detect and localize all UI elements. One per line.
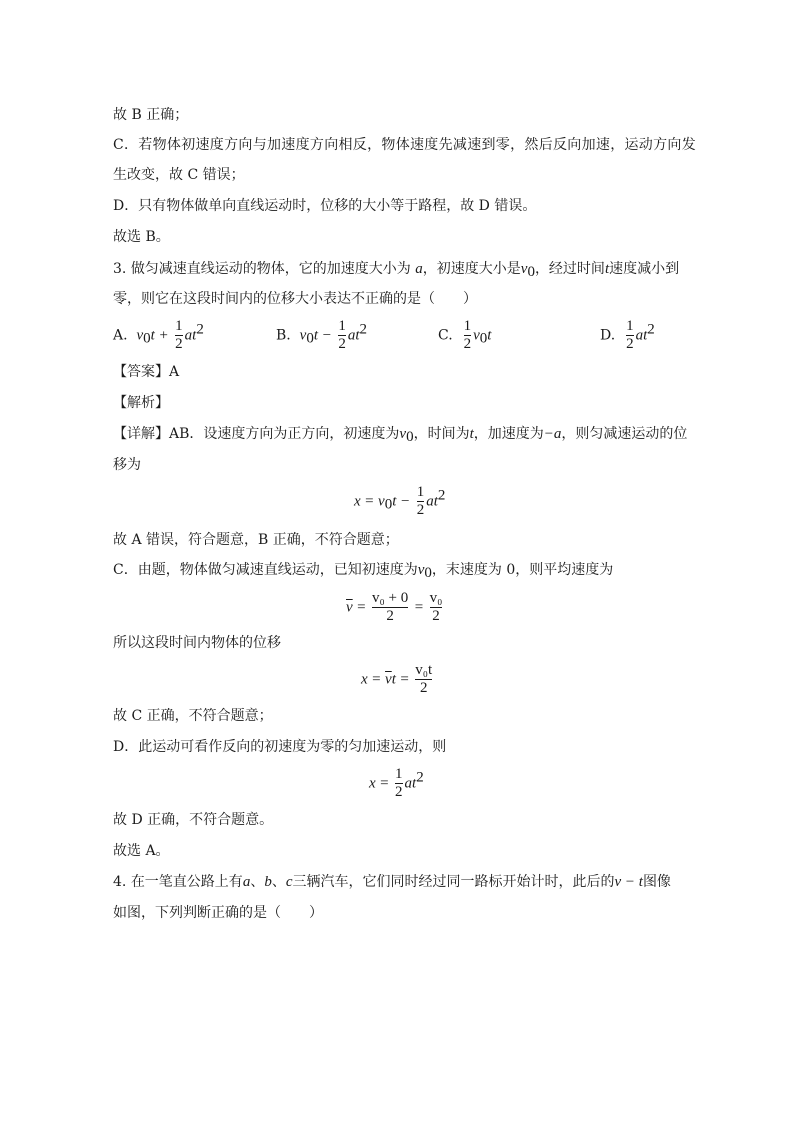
fraction: $\frac{1}{2}$ — [338, 318, 346, 352]
question-number: 4. — [113, 874, 127, 890]
question-3-line-1: 3. 做匀减速直线运动的物体，它的加速度大小为 a，初速度大小是$v_0$，经过时间t速度减小到 — [113, 261, 680, 280]
option-c[interactable]: C. $\frac{1}{2}$ $v_0t$ — [438, 318, 492, 352]
detail-line-8: 故 D 正确，不符合题意。 — [113, 812, 274, 828]
fraction: $\frac{\text{v₀t}}{2}$ — [415, 662, 433, 696]
text-line: C．若物体初速度方向与加速度方向相反，物体速度先减速到零，然后反向加速，运动方向发 — [113, 137, 697, 153]
fraction: $\frac{\text{v₀}}{2}$ — [429, 590, 443, 624]
detail-tag: 【详解】 — [113, 426, 169, 442]
option-a[interactable]: A. $v_0t$ + $\frac{1}{2}$ $at^2$ — [113, 318, 204, 352]
equation-4: x = $\frac{1}{2}$ $at^2$ — [369, 766, 424, 800]
detail-line-3: 故 A 错误，符合题意，B 正确，不符合题意； — [113, 532, 399, 548]
text-line: 故选 B。 — [113, 229, 170, 245]
fraction: $\frac{1}{2}$ — [626, 318, 634, 352]
equation-1: $x = v_0t$ − $\frac{1}{2}$ $at^2$ — [354, 484, 446, 518]
text-line: 生改变，故 C 错误； — [113, 167, 245, 183]
question-4-line-1: 4. 在一笔直公路上有a、b、c三辆汽车，它们同时经过同一路标开始计时，此后的v − t图像 — [113, 874, 671, 890]
detail-line-1: 【详解】AB．设速度方向为正方向，初速度为$v_0$，时间为t，加速度为−a，则匀减速运动的位 — [113, 426, 688, 445]
fraction: $\frac{\text{v₀ + 0}}{2}$ — [372, 590, 409, 624]
detail-line-7: D．此运动可看作反向的初速度为零的匀加速运动，则 — [113, 739, 447, 755]
fraction: $\frac{1}{2}$ — [175, 318, 183, 352]
option-b[interactable]: B. $v_0t$ − $\frac{1}{2}$ $at^2$ — [276, 318, 367, 352]
detail-line-5: 所以这段时间内物体的位移 — [113, 635, 281, 651]
fraction: $\frac{1}{2}$ — [463, 318, 472, 352]
analysis-tag: 【解析】 — [113, 395, 169, 411]
question-4-line-2: 如图，下列判断正确的是（ ） — [113, 905, 323, 921]
equation-3: $x = \overline{v}t$ = $\frac{\text{v₀t}}{2}$ — [361, 662, 433, 696]
question-number: 3. — [113, 261, 127, 277]
answer-tag: 【答案】 — [113, 364, 169, 380]
answer-line — [113, 362, 179, 382]
fraction: $\frac{1}{2}$ — [395, 766, 403, 800]
detail-line-9: 故选 A。 — [113, 843, 170, 859]
equation-2: $\overline{v}$ = $\frac{\text{v₀ + 0}}{2}$ = $\frac{\text{v₀}}{2}$ — [346, 590, 443, 624]
question-3-line-2: 零，则它在这段时间内的位移大小表达不正确的是（ ） — [113, 291, 477, 307]
text-line: D．只有物体做单向直线运动时，位移的大小等于路程，故 D 错误。 — [113, 198, 537, 214]
answer-value: A — [169, 364, 180, 380]
text-line: 故 B 正确； — [113, 107, 189, 123]
detail-line-4: C．由题，物体做匀减速直线运动，已知初速度为$v_0$，末速度为 0，则平均速度为 — [113, 562, 614, 581]
detail-line-6: 故 C 正确，不符合题意； — [113, 708, 273, 724]
detail-line-2: 移为 — [113, 457, 141, 473]
option-d[interactable]: D. $\frac{1}{2}$ $at^2$ — [600, 318, 655, 352]
fraction: $\frac{1}{2}$ — [416, 484, 425, 518]
